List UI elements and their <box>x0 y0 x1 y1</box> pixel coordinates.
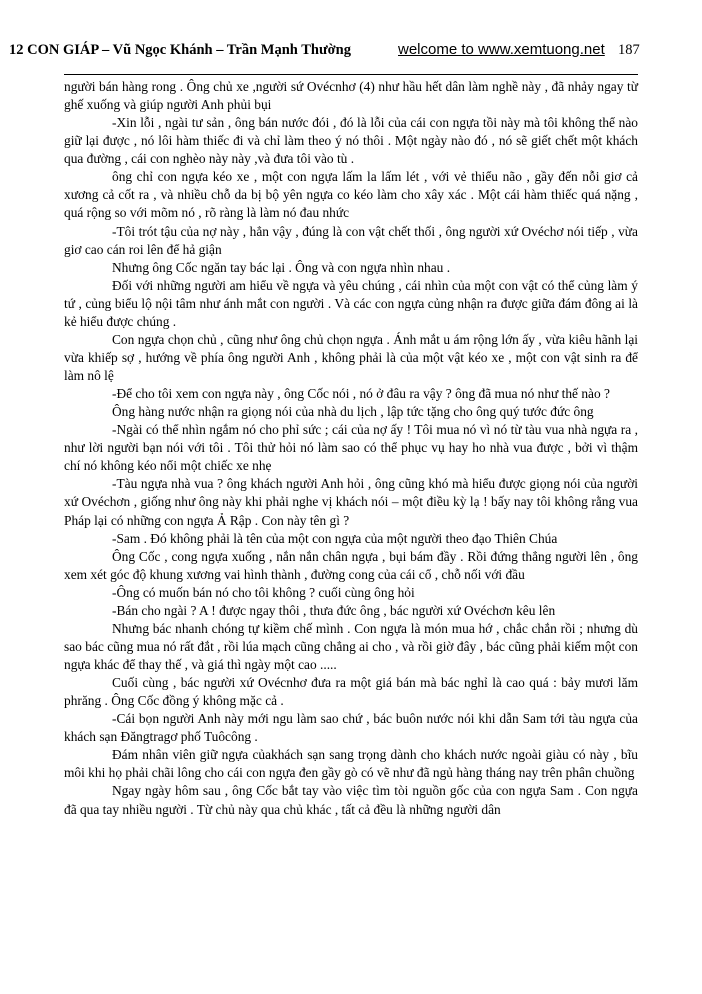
paragraph: -Cái bọn người Anh này mới ngu làm sao chứ , bác buôn nước nói khi dẫn Sam tới tàu ngựa của khách sạn Đăngtragơ phố Tuôcông . <box>64 711 638 745</box>
paragraph: -Ông có muốn bán nó cho tôi không ? cuối cùng ông hỏi <box>112 584 415 600</box>
paragraph: Cuối cùng , bác người xứ Ovécnhơ đưa ra một giá bán mà bác nghỉ là cao quá : bảy mươi lăm phrăng . Ông Cốc đồng ý không mặc cả . <box>64 675 638 709</box>
paragraph: Nhưng bác nhanh chóng tự kiềm chế mình . Con ngựa là món mua hớ , chắc chắn rồi ; nhưng dù sao bác cũng mua nó rất đắt , rồi lúa mạch cũng chẳng ai cho , và rồi giờ đây , bác cũng phải kiếm một con ngựa khác để thay thế , và giá thì ngày một cao ..... <box>64 620 638 672</box>
paragraph: Ông hàng nước nhận ra giọng nói của nhà du lịch , lập tức tặng cho ông quý tước đức ông <box>112 404 594 420</box>
paragraph: người bán hàng rong . Ông chủ xe ,người sứ Ovécnhơ (4) như hầu hết dân làm nghề này , đã nhảy ngay từ ghế xuống và giúp người Anh phủi bụi <box>64 79 638 113</box>
paragraph: -Bán cho ngài ? A ! được ngay thôi , thưa đức ông , bác người xứ Ovéchơn kêu lên <box>112 602 556 618</box>
page-header <box>9 42 699 64</box>
book-title: 12 CON GIÁP – Vũ Ngọc Khánh – Trần Mạnh Thường <box>9 42 351 58</box>
header-rule <box>64 74 638 75</box>
page-number: 187 <box>618 42 640 58</box>
paragraph: Đối với những người am hiểu về ngựa và yêu chúng , cái nhìn của một con vật có thể củng làm ý tứ , củng biểu lộ nội tâm như ánh mắt con người . Và các con ngựa củng nhận ra được giữa đám đông ai là kẻ hiểu được chúng . <box>64 277 638 329</box>
paragraph: ông chỉ con ngựa kéo xe , một con ngựa lấm la lấm lét , với vẻ thiểu não , gầy đến nỗi giơ cả xương cả cốt ra , và nhiều chỗ da bị bộ yên ngựa co kéo làm cho xây xác . Một cái hàm thiếc quá nặng , quá rộng so với mõm nó , rõ ràng là làm nó đau nhức <box>64 169 638 221</box>
paragraph: -Ngài có thể nhìn ngắm nó cho phỉ sức ; cái của nợ ấy ! Tôi mua nó vì nó từ tàu vua nhà ngựa ra , như lời người bạn nói với tôi . Tôi thử hỏi nó làm sao có thể phục vụ hay ho nhà vua được , bởi vì thậm chí nó không kéo nổi một chiếc xe nhẹ <box>64 422 638 474</box>
paragraph: Con ngựa chọn chủ , cũng như ông chủ chọn ngựa . Ánh mắt u ám rộng lớn ấy , vừa kiêu hãnh lại vừa khiếp sợ , hướng về phía ông người Anh , không phải là của một vật kéo xe , một con vật sinh ra để làm nô lệ <box>64 331 638 383</box>
paragraph: Ông Cốc , cong ngựa xuống , nắn nắn chân ngựa , bụi bám đầy . Rồi đứng thẳng người lên , ông xem xét góc độ khung xương vai hình thành , đường cong của cái cổ , chỗ nối với đầu <box>64 548 638 582</box>
paragraph: -Sam . Đó không phải là tên của một con ngựa của một người theo đạo Thiên Chúa <box>112 530 558 546</box>
paragraph: Đám nhân viên giữ ngựa củakhách sạn sang trọng dành cho khách nước ngoài giàu có này , bĩu môi khi họ phải chãi lông cho cái con ngựa đen gầy gò có vẽ như đã ngủ hàng tháng nay trên phân chuồng <box>64 747 638 781</box>
paragraph: -Xin lỗi , ngài tư sản , ông bán nước đói , đó là lỗi của cái con ngựa tồi này mà tôi không thể nào giữ lại được , nó lôi hàm thiếc đi và chỉ làm theo ý nó thôi . Một ngày nào đó , nó sẽ giết chết một khách qua đường , cái con nghèo này này ,và đưa tôi vào tù . <box>64 115 638 167</box>
website-link[interactable]: welcome to www.xemtuong.net <box>398 41 605 58</box>
paragraph: -Tàu ngựa nhà vua ? ông khách người Anh hỏi , ông cũng khó mà hiểu được giọng nói của người xứ Ovéchơn , giống như ông này khi phải nghe vị khách nói – một điều kỳ lạ ! bấy nay tôi không rằng vua Pháp lại có những con ngựa Ả Rập . Con này tên gì ? <box>64 476 638 528</box>
paragraph: -Để cho tôi xem con ngựa này , ông Cốc nói , nó ở đâu ra vậy ? ông đã mua nó như thế nào ? <box>112 386 610 402</box>
paragraph: -Tôi trót tậu của nợ này , hẳn vậy , đúng là con vật chết thối , ông người xứ Ovéchơ nói tiếp , vừa giơ cao cán roi lên để hả giận <box>64 223 638 257</box>
paragraph: Ngay ngày hôm sau , ông Cốc bắt tay vào việc tìm tòi nguồn gốc của con ngựa Sam . Con ngựa đã qua tay nhiều người . Từ chủ này qua chủ khác , tất cả đều là những người dân <box>64 783 638 817</box>
paragraph: Nhưng ông Cốc ngăn tay bác lại . Ông và con ngựa nhìn nhau . <box>112 259 451 275</box>
body-text <box>64 78 638 819</box>
